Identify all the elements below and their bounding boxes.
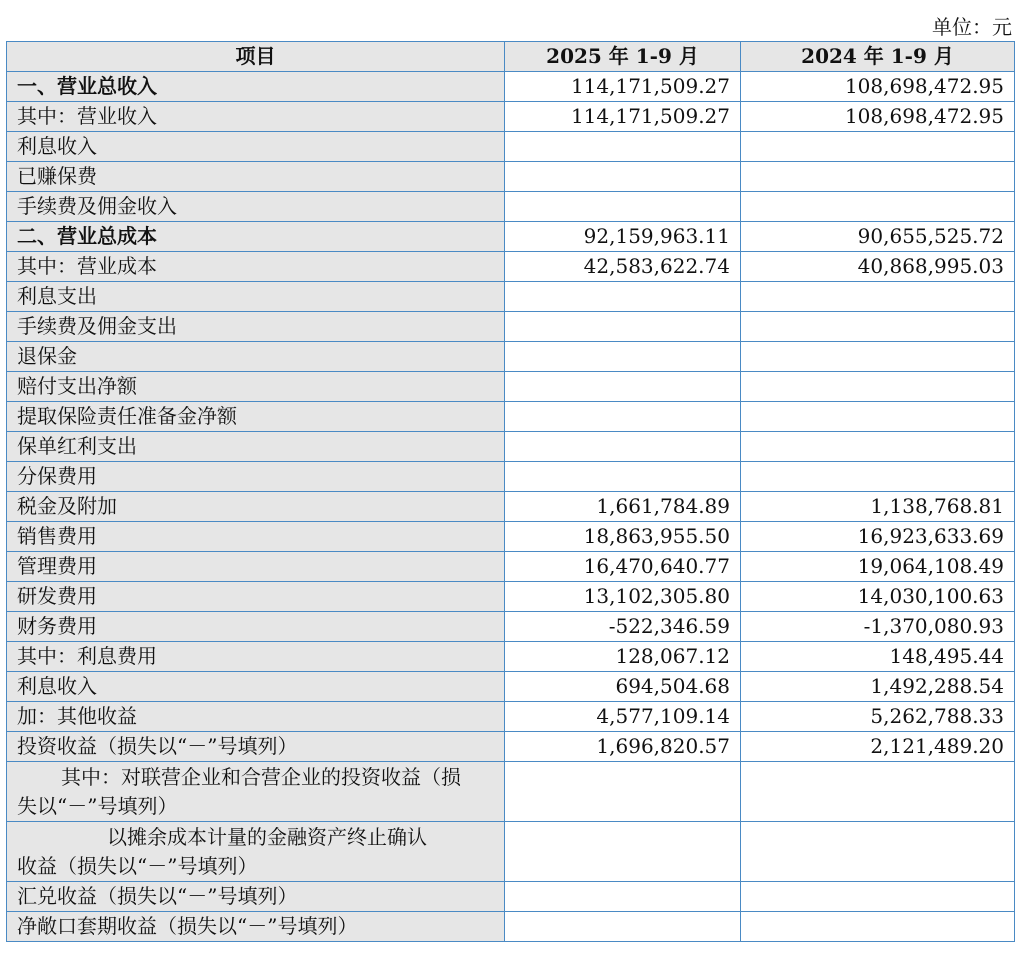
unit-label: 单位：元 (932, 15, 1012, 39)
row-label: 利息支出 (7, 282, 505, 312)
value-2025 (505, 132, 741, 162)
row-label-line-1: 以摊余成本计量的金融资产终止确认 (107, 824, 427, 849)
table-row (7, 552, 1015, 582)
value-2024: 19,064,108.49 (741, 552, 1015, 582)
value-2025: 18,863,955.50 (505, 522, 741, 552)
row-label: 利息收入 (7, 672, 505, 702)
row-label (7, 762, 505, 822)
value-2024 (741, 762, 1015, 822)
table-row (7, 672, 1015, 702)
value-2024 (741, 822, 1015, 882)
value-2024: 1,138,768.81 (741, 492, 1015, 522)
row-label: 净敞口套期收益（损失以“－”号填列） (7, 912, 505, 942)
value-2025 (505, 312, 741, 342)
value-2024: 108,698,472.95 (741, 72, 1015, 102)
table-row (7, 192, 1015, 222)
value-2025: 4,577,109.14 (505, 702, 741, 732)
table-row (7, 702, 1015, 732)
row-label: 赔付支出净额 (7, 372, 505, 402)
table-row (7, 492, 1015, 522)
row-label: 分保费用 (7, 462, 505, 492)
row-label: 汇兑收益（损失以“－”号填列） (7, 882, 505, 912)
table-row (7, 312, 1015, 342)
row-label: 手续费及佣金收入 (7, 192, 505, 222)
value-2025: 13,102,305.80 (505, 582, 741, 612)
table-row (7, 642, 1015, 672)
value-2025 (505, 822, 741, 882)
value-2025: 114,171,509.27 (505, 72, 741, 102)
value-2025 (505, 282, 741, 312)
table-row (7, 132, 1015, 162)
table-row (7, 282, 1015, 312)
value-2025: -522,346.59 (505, 612, 741, 642)
value-2025: 1,661,784.89 (505, 492, 741, 522)
row-label: 财务费用 (7, 612, 505, 642)
table-row (7, 72, 1015, 102)
header-row (7, 42, 1015, 72)
table-row (7, 402, 1015, 432)
value-2025 (505, 162, 741, 192)
value-2025: 42,583,622.74 (505, 252, 741, 282)
row-label-line-1: 其中：对联营企业和合营企业的投资收益（损 (61, 764, 461, 789)
table-row (7, 162, 1015, 192)
value-2025 (505, 912, 741, 942)
row-label: 手续费及佣金支出 (7, 312, 505, 342)
value-2025 (505, 462, 741, 492)
value-2025: 128,067.12 (505, 642, 741, 672)
row-label: 管理费用 (7, 552, 505, 582)
table-row (7, 462, 1015, 492)
value-2024 (741, 192, 1015, 222)
value-2024: -1,370,080.93 (741, 612, 1015, 642)
value-2024: 40,868,995.03 (741, 252, 1015, 282)
table-row (7, 432, 1015, 462)
value-2024 (741, 342, 1015, 372)
row-label: 退保金 (7, 342, 505, 372)
header-2024: 2024 年 1-9 月 (741, 42, 1015, 72)
value-2025: 16,470,640.77 (505, 552, 741, 582)
value-2024 (741, 432, 1015, 462)
value-2024 (741, 282, 1015, 312)
table-row (7, 522, 1015, 552)
value-2025 (505, 882, 741, 912)
table-row (7, 912, 1015, 942)
value-2024: 148,495.44 (741, 642, 1015, 672)
value-2025 (505, 192, 741, 222)
header-item: 项目 (7, 42, 505, 72)
table-row (7, 582, 1015, 612)
header-2025: 2025 年 1-9 月 (505, 42, 741, 72)
value-2025: 1,696,820.57 (505, 732, 741, 762)
value-2024 (741, 402, 1015, 432)
value-2024 (741, 462, 1015, 492)
value-2024: 108,698,472.95 (741, 102, 1015, 132)
row-label-line-2: 失以“－”号填列） (17, 793, 178, 818)
value-2024: 90,655,525.72 (741, 222, 1015, 252)
row-label: 投资收益（损失以“－”号填列） (7, 732, 505, 762)
value-2025 (505, 372, 741, 402)
value-2024 (741, 372, 1015, 402)
row-label: 其中：营业成本 (7, 252, 505, 282)
row-label: 保单红利支出 (7, 432, 505, 462)
value-2024: 2,121,489.20 (741, 732, 1015, 762)
table-row (7, 372, 1015, 402)
value-2024: 1,492,288.54 (741, 672, 1015, 702)
table-row (7, 882, 1015, 912)
row-label: 税金及附加 (7, 492, 505, 522)
row-label: 销售费用 (7, 522, 505, 552)
table-row (7, 222, 1015, 252)
table-row (7, 342, 1015, 372)
value-2024 (741, 912, 1015, 942)
row-label-line-2: 收益（损失以“－”号填列） (17, 853, 258, 878)
value-2024 (741, 882, 1015, 912)
row-label: 加：其他收益 (7, 702, 505, 732)
value-2025: 92,159,963.11 (505, 222, 741, 252)
row-label: 其中：利息费用 (7, 642, 505, 672)
table-row (7, 822, 1015, 882)
value-2025 (505, 432, 741, 462)
value-2025 (505, 762, 741, 822)
value-2024: 14,030,100.63 (741, 582, 1015, 612)
row-label: 提取保险责任准备金净额 (7, 402, 505, 432)
row-label: 利息收入 (7, 132, 505, 162)
row-label (7, 822, 505, 882)
value-2025: 694,504.68 (505, 672, 741, 702)
row-label: 其中：营业收入 (7, 102, 505, 132)
value-2024: 5,262,788.33 (741, 702, 1015, 732)
row-label: 已赚保费 (7, 162, 505, 192)
value-2024 (741, 312, 1015, 342)
value-2024 (741, 162, 1015, 192)
value-2024: 16,923,633.69 (741, 522, 1015, 552)
value-2025 (505, 342, 741, 372)
table-row (7, 612, 1015, 642)
row-label: 一、营业总收入 (7, 72, 505, 102)
value-2025: 114,171,509.27 (505, 102, 741, 132)
row-label: 二、营业总成本 (7, 222, 505, 252)
table-row (7, 732, 1015, 762)
income-statement-table (6, 41, 1015, 942)
table-row (7, 102, 1015, 132)
table-row (7, 252, 1015, 282)
row-label: 研发费用 (7, 582, 505, 612)
table-row (7, 762, 1015, 822)
value-2024 (741, 132, 1015, 162)
value-2025 (505, 402, 741, 432)
